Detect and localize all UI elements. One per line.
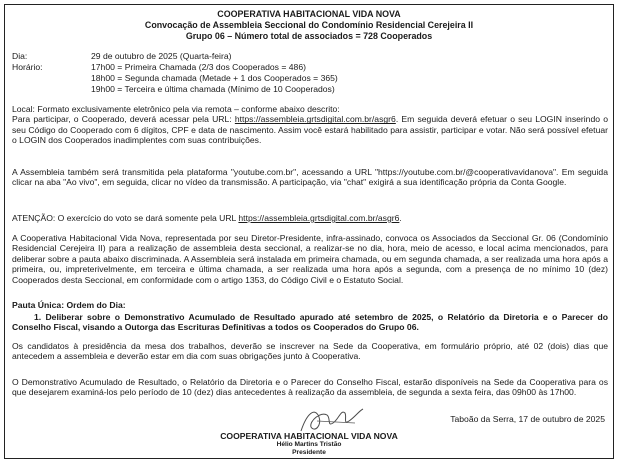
convocacao-paragraph bbox=[12, 233, 608, 285]
youtube-paragraph bbox=[12, 167, 608, 188]
access-text-before: Para participar, o Cooperado, deverá acessar pela URL: bbox=[12, 114, 235, 125]
signature-name: Hélio Martins Tristão bbox=[276, 441, 342, 448]
dia-value: 29 de outubro de 2025 (Quarta-feira) bbox=[91, 51, 232, 61]
call-third: 19h00 = Terceira e última chamada (Mínimo de 10 Cooperados) bbox=[91, 84, 335, 94]
local-line: Local: Formato exclusivamente eletrônico pela via remota – conforme abaixo descrito: bbox=[12, 104, 340, 114]
candidatos-text: Os candidatos à presidência da mesa dos trabalhos, deverão se inscrever na Sede da Cooperativa, em formulário próprio, até 02 (dois) dias que antecedem a assembleia e deverão estar em dia com suas obrigações junto à Cooperativa. bbox=[12, 341, 608, 362]
group-info: Grupo 06 – Número total de associados = 728 Cooperados bbox=[185, 31, 433, 41]
atencao-text: ATENÇÃO: O exercício do voto se dará somente pela URL bbox=[12, 213, 239, 223]
demonstrativo-paragraph bbox=[12, 377, 608, 398]
youtube-text: A Assembleia também será transmitida pela plataforma "youtube.com.br", acessando a URL "https://youtube.com.br/@cooperativavidanova". Em seguida clicar na aba "Ao vivo", em seguida, clicar no vídeo da transmissão. A participação, via "chat" exigirá a sua identificação própria da Conta Google. bbox=[12, 167, 608, 188]
atencao-paragraph bbox=[12, 213, 608, 223]
notice-title: Convocação de Assembleia Seccional do Condomínio Residencial Cerejeira II bbox=[144, 20, 474, 30]
org-title: COOPERATIVA HABITACIONAL VIDA NOVA bbox=[217, 9, 401, 19]
pauta-title: Pauta Única: Ordem do Dia: bbox=[12, 300, 126, 310]
pauta-item: 1. Deliberar sobre o Demonstrativo Acumulado de Resultado apurado até setembro de 2025, o Relatório da Diretoria e o Parecer do Conselho Fiscal, visando a Outorga das Escrituras Definitivas a todos os Cooperados do Grupo 06. bbox=[12, 312, 608, 333]
call-first: 17h00 = Primeira Chamada (2/3 dos Cooperados = 486) bbox=[91, 62, 306, 72]
horario-label: Horário: bbox=[12, 62, 43, 72]
local-section bbox=[12, 104, 608, 146]
demonstrativo-text: O Demonstrativo Acumulado de Resultado, o Relatório da Diretoria e o Parecer do Conselho Fiscal, estarão disponíveis na Sede da Cooperativa para os que desejarem examiná-los pelo período de 10 (dez) dias antecedentes à realização da assembleia, de segunda a sexta feira, das 09h00 às 17h00. bbox=[12, 377, 608, 398]
convocacao-text: A Cooperativa Habitacional Vida Nova, representada por seu Diretor-Presidente, infra-assinado, convoca os Associados da Seccional Gr. 06 (Condomínio Residencial Cerejeira II) para a realização de assembleia desta seccional, a realizar-se no dia, hora, meio de acesso, e local acima mencionados, para deliberar sobre a pauta abaixo discriminada. A Assembleia será instalada em primeira chamada, ou em segunda chamada, a ser realizada uma hora após a primeira, ou, impreterivelmente, em terceira e última chamada, a ser realizada uma hora após a segunda, com a presença de no mínimo 10 (dez) Cooperados desta Seccional, em conformidade com o artigo 1353, do Código Civil e o Estatuto Social. bbox=[12, 233, 608, 285]
date-place: Taboão da Serra, 17 de outubro de 2025 bbox=[450, 414, 605, 424]
candidatos-paragraph bbox=[12, 341, 608, 362]
notice-frame bbox=[4, 4, 614, 459]
atencao-end: . bbox=[399, 213, 402, 223]
access-paragraph bbox=[12, 114, 608, 145]
access-url-link[interactable]: https://assembleia.grtsdigital.com.br/asgr6 bbox=[234, 114, 396, 125]
signature-role: Presidente bbox=[292, 449, 326, 456]
vote-url-link[interactable]: https://assembleia.grtsdigital.com.br/asgr6 bbox=[238, 213, 400, 223]
access-text-after: . Em seguida deverá efetuar o seu LOGIN inserindo o seu Código do Cooperado com 6 dígitos, CPF e data de nascimento. Assim você estará habilitado para assistir, participar e votar. Não será possível efetuar o LOGIN dos Cooperados inadimplentes com suas contribuições. bbox=[12, 114, 608, 146]
call-second: 18h00 = Segunda chamada (Metade + 1 dos Cooperados = 365) bbox=[91, 73, 338, 83]
signature-org: COOPERATIVA HABITACIONAL VIDA NOVA bbox=[220, 431, 398, 441]
dia-label: Dia: bbox=[12, 51, 28, 61]
